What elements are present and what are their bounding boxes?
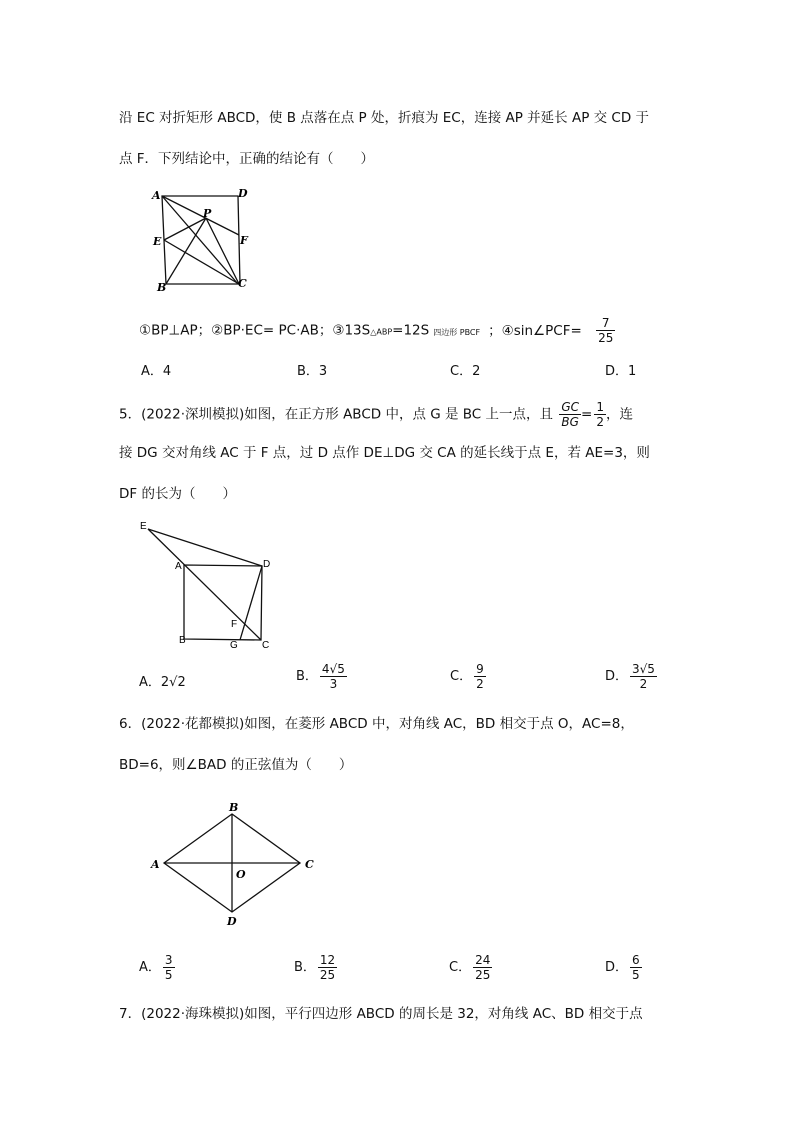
- q6-option-c: [449, 953, 492, 982]
- q4-statement-part-3: ；④sin∠PCF=: [488, 322, 582, 339]
- q6-option-d: [605, 953, 642, 982]
- q5-label-b: B: [179, 635, 186, 646]
- q4-statements: [139, 316, 615, 345]
- q5-label-d: D: [263, 559, 271, 570]
- q5-option-d-prefix: D．: [605, 669, 629, 684]
- q6-option-d-den: 5: [632, 968, 640, 982]
- q5-option-d: [605, 662, 657, 691]
- q7-line1-rest: )如图，平行四边形 ABCD 的周长是 32，对角线 AC、BD 相交于点: [239, 1006, 643, 1022]
- q4-option-b: B．3: [297, 364, 328, 379]
- q5-line1-rest: )如图，在正方形 ABCD 中，点 G 是 BC 上一点，且: [239, 406, 554, 423]
- q4-label-a: A: [152, 189, 161, 202]
- q5-number: 5．(: [119, 406, 147, 423]
- q6-option-a-num: 3: [164, 953, 173, 967]
- q6-option-a: [139, 953, 175, 982]
- q5-source: 2022·深圳模拟: [146, 406, 240, 423]
- q6-option-d-prefix: D．: [605, 960, 629, 975]
- q6-label-d: D: [227, 915, 237, 928]
- q6-option-b-den: 25: [319, 968, 336, 982]
- q4-statement-part-2: =12S: [392, 322, 430, 339]
- q5-option-d-den: 2: [639, 677, 648, 691]
- q5-half-num: 1: [596, 400, 604, 414]
- q5-option-c-prefix: C．: [450, 669, 473, 684]
- q6-option-c-prefix: C．: [449, 960, 472, 975]
- q5-label-a: A: [175, 561, 182, 572]
- q5-equals: =: [581, 406, 593, 423]
- q4-tri-subscript: △ABP: [370, 327, 393, 337]
- q5-text-line-2: 接 DG 交对角线 AC 于 F 点，过 D 点作 DE⊥DG 交 CA 的延长线于点 E，若 AE=3，则: [119, 445, 650, 461]
- q5-option-c-frac: [474, 662, 486, 691]
- q5-text-line-1: [119, 400, 633, 429]
- q6-label-b: B: [229, 801, 239, 814]
- q4-figure: [150, 185, 260, 295]
- q6-option-b-num: 12: [319, 953, 336, 967]
- q7-source: 2022·海珠模拟: [146, 1006, 240, 1022]
- q5-text-line-3: DF 的长为（ ）: [119, 486, 236, 502]
- q6-option-b-frac: [318, 953, 337, 982]
- q5-option-c-den: 2: [476, 677, 484, 691]
- q5-label-f: F: [231, 619, 238, 630]
- q6-option-a-prefix: A．: [139, 960, 161, 975]
- q5-option-b-den: 3: [329, 677, 338, 691]
- q6-option-b: [294, 953, 337, 982]
- q5-option-a: A．2√2: [139, 675, 186, 690]
- q6-line1-rest: )如图，在菱形 ABCD 中，对角线 AC，BD 相交于点 O，AC=8，: [239, 716, 634, 732]
- q6-option-d-num: 6: [632, 953, 640, 967]
- q4-text-line-1: 沿 EC 对折矩形 ABCD，使 B 点落在点 P 处，折痕为 EC，连接 AP 并延长 AP 交 CD 于: [119, 110, 650, 126]
- q6-number: 6．(: [119, 716, 147, 732]
- q4-fraction-den: 25: [598, 331, 614, 345]
- q4-label-c: C: [238, 277, 247, 290]
- q4-statement-part-1: ①BP⊥AP；②BP·EC= PC·AB；③13S: [139, 322, 371, 339]
- q5-label-g: G: [230, 640, 238, 651]
- q6-option-c-num: 24: [475, 953, 491, 967]
- q4-label-p: P: [203, 207, 212, 220]
- q5-label-c: C: [262, 640, 270, 651]
- q5-option-b: [296, 662, 347, 691]
- q5-option-b-frac: [320, 662, 347, 691]
- q6-option-c-den: 25: [475, 968, 491, 982]
- q4-label-f: F: [240, 234, 248, 247]
- q5-option-d-num: 3√5: [632, 662, 655, 676]
- q5-option-d-frac: [630, 662, 657, 691]
- q6-label-a: A: [151, 858, 160, 871]
- q6-label-o: O: [236, 868, 246, 881]
- q6-figure: [145, 800, 325, 930]
- q4-fraction: [596, 316, 615, 345]
- q7-number: 7．(: [119, 1006, 147, 1022]
- q5-line1-end: ，连: [605, 406, 633, 423]
- q6-source: 2022·花都模拟: [146, 716, 240, 732]
- q5-figure: [138, 515, 288, 655]
- q5-option-c: [450, 662, 486, 691]
- q4-label-e: E: [153, 235, 162, 248]
- q5-ratio-den: BG: [561, 415, 579, 429]
- q5-option-c-num: 9: [476, 662, 484, 676]
- q4-option-c: C．2: [450, 364, 481, 379]
- q4-option-d: D．1: [605, 364, 637, 379]
- q6-text-line-1: [119, 712, 634, 732]
- q5-ratio-num: GC: [561, 400, 580, 414]
- q6-option-a-frac: [163, 953, 175, 982]
- q5-ratio: [559, 400, 581, 429]
- q5-option-b-prefix: B．: [296, 669, 318, 684]
- q6-option-a-den: 5: [164, 968, 173, 982]
- q6-label-c: C: [305, 858, 314, 871]
- q4-text-line-2: 点 F．下列结论中，正确的结论有（ ）: [119, 151, 375, 167]
- q4-fraction-num: 7: [596, 316, 615, 331]
- q7-text-line-1: [119, 1002, 643, 1022]
- q6-option-d-frac: [630, 953, 642, 982]
- q4-option-a: A．4: [141, 364, 172, 379]
- q4-label-b: B: [157, 281, 167, 294]
- q4-quad-subscript: 四边形 PBCF: [433, 327, 481, 337]
- q6-option-b-prefix: B．: [294, 960, 316, 975]
- q5-option-b-num: 4√5: [321, 662, 345, 676]
- q6-option-c-frac: [473, 953, 492, 982]
- q5-half: [594, 400, 606, 429]
- q5-half-den: 2: [596, 415, 604, 429]
- q6-text-line-2: BD=6，则∠BAD 的正弦值为（ ）: [119, 757, 353, 773]
- q5-label-e: E: [140, 521, 147, 532]
- q4-label-d: D: [238, 187, 248, 200]
